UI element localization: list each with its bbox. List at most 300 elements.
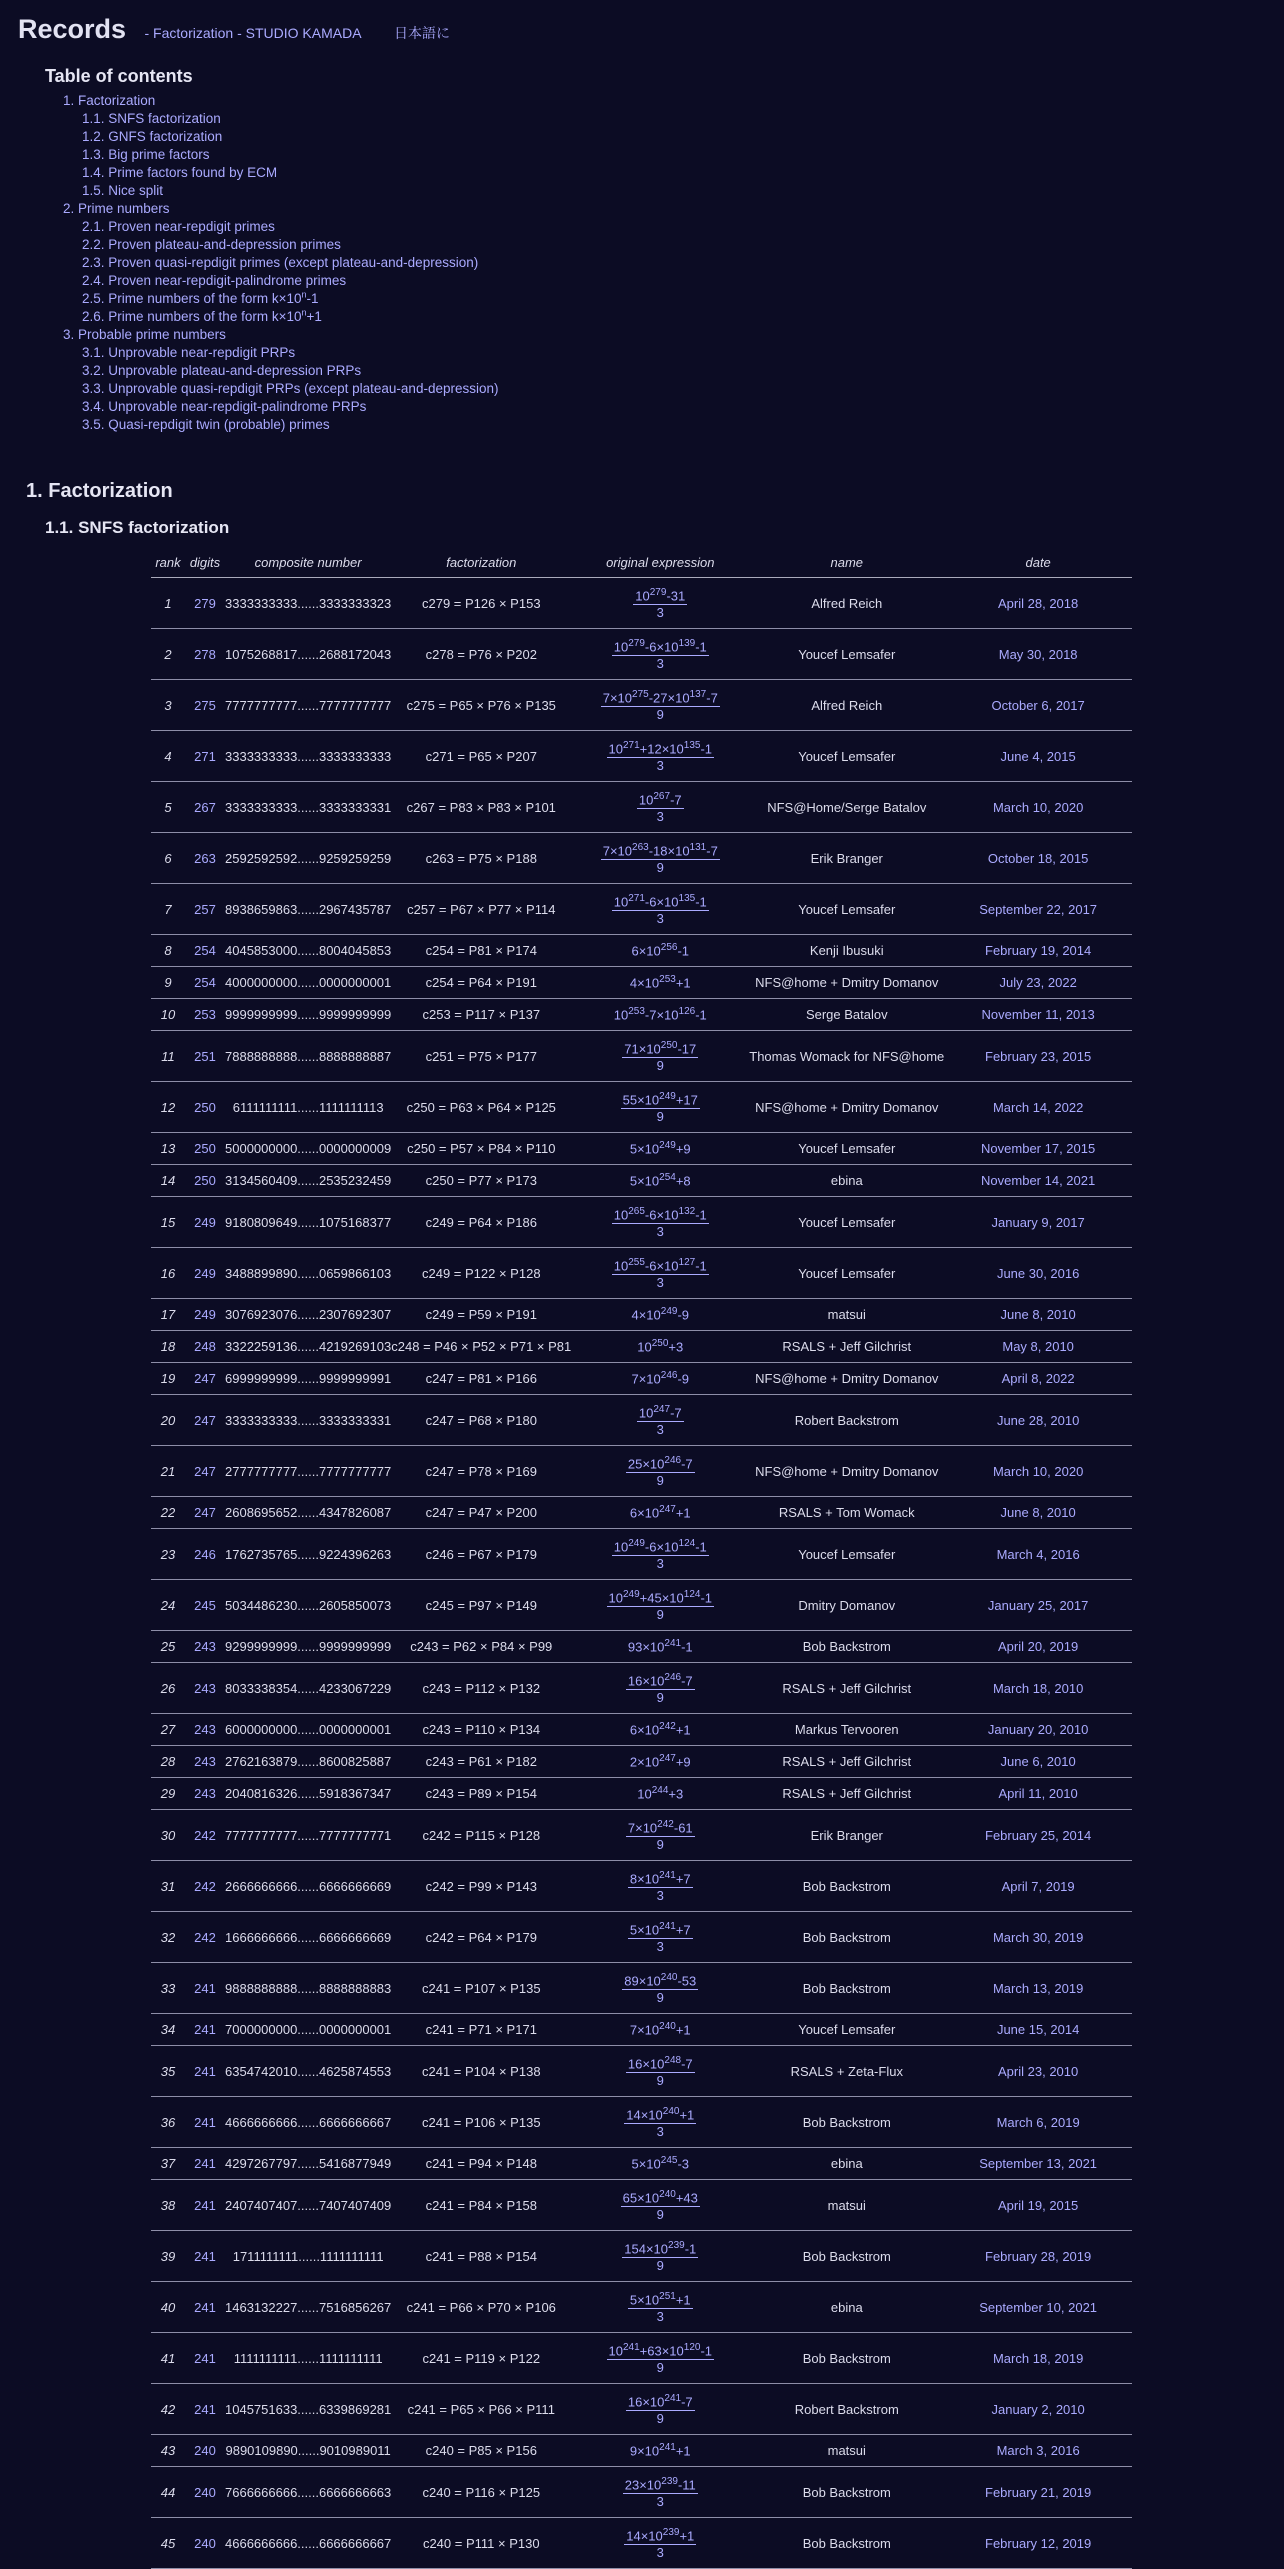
name-cell: RSALS + Jeff Gilchrist bbox=[749, 1331, 944, 1363]
name-cell: Bob Backstrom bbox=[749, 1861, 944, 1912]
rank-cell: 37 bbox=[151, 2148, 185, 2180]
original-expression-cell: $10^{244}+3$ bbox=[571, 1778, 749, 1810]
toc-link[interactable]: 2.3. Proven quasi-repdigit primes (except plateau-and-depression) bbox=[82, 255, 479, 270]
factorization-cell: c250 = P57 × P84 × P110 bbox=[391, 1133, 571, 1165]
table-row bbox=[151, 1810, 1132, 1861]
factorization-cell: c242 = P115 × P128 bbox=[391, 1810, 571, 1861]
composite-cell: 7888888888......8888888887 bbox=[225, 1031, 391, 1082]
original-expression-cell bbox=[571, 1810, 749, 1861]
rank-cell: 11 bbox=[151, 1031, 185, 1082]
composite-cell: 8938659863......2967435787 bbox=[225, 884, 391, 935]
digits-cell: 243 bbox=[185, 1714, 225, 1746]
name-cell: Youcef Lemsafer bbox=[749, 2014, 944, 2046]
toc-item bbox=[45, 362, 498, 380]
toc-item bbox=[45, 182, 498, 200]
composite-cell: 2592592592......9259259259 bbox=[225, 833, 391, 884]
factorization-cell: c279 = P126 × P153 bbox=[391, 578, 571, 629]
name-cell: Erik Branger bbox=[749, 833, 944, 884]
date-cell: March 6, 2019 bbox=[944, 2097, 1132, 2148]
fraction: $\frac{10^{249}-6\times 10^{124}-1}{3}$ bbox=[613, 1537, 707, 1572]
name-cell: NFS@home + Dmitry Domanov bbox=[749, 1446, 944, 1497]
composite-cell: 9180809649......1075168377 bbox=[225, 1197, 391, 1248]
page-header bbox=[18, 14, 450, 46]
table-row bbox=[151, 967, 1132, 999]
factorization-cell: c247 = P68 × P180 bbox=[391, 1395, 571, 1446]
composite-cell: 4000000000......0000000001 bbox=[225, 967, 391, 999]
digits-cell: 254 bbox=[185, 967, 225, 999]
composite-cell: 3076923076......2307692307 bbox=[225, 1299, 391, 1331]
original-expression-cell bbox=[571, 2384, 749, 2435]
digits-cell: 240 bbox=[185, 2467, 225, 2518]
date-cell: June 4, 2015 bbox=[944, 731, 1132, 782]
name-cell: matsui bbox=[749, 2435, 944, 2467]
fraction: $\frac{10^{249}+45\times 10^{124}-1}{9}$ bbox=[608, 1588, 713, 1623]
factorization-cell: c241 = P84 × P158 bbox=[391, 2180, 571, 2231]
toc-link[interactable]: 3.1. Unprovable near-repdigit PRPs bbox=[82, 345, 296, 360]
name-cell: matsui bbox=[749, 1299, 944, 1331]
digits-cell: 267 bbox=[185, 782, 225, 833]
table-row bbox=[151, 1497, 1132, 1529]
digits-cell: 249 bbox=[185, 1197, 225, 1248]
original-expression-cell bbox=[571, 2282, 749, 2333]
factorization-cell: c240 = P111 × P130 bbox=[391, 2518, 571, 2569]
rank-cell: 31 bbox=[151, 1861, 185, 1912]
composite-cell: 2777777777......7777777777 bbox=[225, 1446, 391, 1497]
records-table bbox=[151, 547, 1132, 2569]
original-expression-cell bbox=[571, 833, 749, 884]
toc-item bbox=[45, 308, 498, 326]
composite-cell: 2762163879......8600825887 bbox=[225, 1746, 391, 1778]
rank-cell: 23 bbox=[151, 1529, 185, 1580]
factorization-cell: c271 = P65 × P207 bbox=[391, 731, 571, 782]
original-expression-cell: $5\times 10^{254}+8$ bbox=[571, 1165, 749, 1197]
fraction: $\frac{10^{241}+63\times 10^{120}-1}{9}$ bbox=[608, 2341, 713, 2376]
rank-cell: 21 bbox=[151, 1446, 185, 1497]
original-expression-cell: $6\times 10^{256}-1$ bbox=[571, 935, 749, 967]
name-cell: ebina bbox=[749, 2148, 944, 2180]
name-cell: Youcef Lemsafer bbox=[749, 1248, 944, 1299]
date-cell: November 17, 2015 bbox=[944, 1133, 1132, 1165]
digits-cell: 241 bbox=[185, 2046, 225, 2097]
factorization-cell: c241 = P65 × P66 × P111 bbox=[391, 2384, 571, 2435]
factorization-cell: c240 = P85 × P156 bbox=[391, 2435, 571, 2467]
toc-link[interactable]: 3.5. Quasi-repdigit twin (probable) primes bbox=[82, 417, 330, 432]
factorization-cell: c243 = P112 × P132 bbox=[391, 1663, 571, 1714]
composite-cell: 3333333333......3333333331 bbox=[225, 782, 391, 833]
table-row bbox=[151, 884, 1132, 935]
factorization-cell: c240 = P116 × P125 bbox=[391, 2467, 571, 2518]
composite-cell: 3488899890......0659866103 bbox=[225, 1248, 391, 1299]
toc-link[interactable]: 1.2. GNFS factorization bbox=[82, 129, 223, 144]
rank-cell: 33 bbox=[151, 1963, 185, 2014]
factorization-cell: c241 = P88 × P154 bbox=[391, 2231, 571, 2282]
name-cell: Robert Backstrom bbox=[749, 1395, 944, 1446]
composite-cell: 6354742010......4625874553 bbox=[225, 2046, 391, 2097]
toc-link[interactable]: 2. Prime numbers bbox=[63, 201, 170, 216]
rank-cell: 20 bbox=[151, 1395, 185, 1446]
toc-item bbox=[45, 272, 498, 290]
col-name: name bbox=[749, 547, 944, 578]
col-date: date bbox=[944, 547, 1132, 578]
toc-item bbox=[45, 254, 498, 272]
composite-cell: 2040816326......5918367347 bbox=[225, 1778, 391, 1810]
factorization-cell: c278 = P76 × P202 bbox=[391, 629, 571, 680]
digits-cell: 247 bbox=[185, 1395, 225, 1446]
date-cell: March 18, 2019 bbox=[944, 2333, 1132, 2384]
factorization-cell: c251 = P75 × P177 bbox=[391, 1031, 571, 1082]
name-cell: NFS@Home/Serge Batalov bbox=[749, 782, 944, 833]
digits-cell: 249 bbox=[185, 1299, 225, 1331]
name-cell: ebina bbox=[749, 1165, 944, 1197]
table-row bbox=[151, 2435, 1132, 2467]
col-original-expression: original expression bbox=[571, 547, 749, 578]
original-expression-cell: $5\times 10^{249}+9$ bbox=[571, 1133, 749, 1165]
table-row bbox=[151, 2097, 1132, 2148]
fraction: $\frac{10^{247}-7}{3}$ bbox=[638, 1403, 682, 1438]
fraction: $\frac{16\times 10^{246}-7}{9}$ bbox=[627, 1671, 693, 1706]
digits-cell: 251 bbox=[185, 1031, 225, 1082]
name-cell: Bob Backstrom bbox=[749, 2467, 944, 2518]
factorization-cell: c275 = P65 × P76 × P135 bbox=[391, 680, 571, 731]
toc-link[interactable]: 1.1. SNFS factorization bbox=[82, 111, 221, 126]
date-cell: March 10, 2020 bbox=[944, 782, 1132, 833]
table-row bbox=[151, 1912, 1132, 1963]
table-row bbox=[151, 1529, 1132, 1580]
factorization-cell: c246 = P67 × P179 bbox=[391, 1529, 571, 1580]
table-row bbox=[151, 2282, 1132, 2333]
name-cell: Serge Batalov bbox=[749, 999, 944, 1031]
col-factorization: factorization bbox=[391, 547, 571, 578]
table-row bbox=[151, 1248, 1132, 1299]
rank-cell: 12 bbox=[151, 1082, 185, 1133]
table-row bbox=[151, 1165, 1132, 1197]
toc-link[interactable]: 1.5. Nice split bbox=[82, 183, 164, 198]
fraction: $\frac{16\times 10^{248}-7}{9}$ bbox=[627, 2054, 693, 2089]
rank-cell: 38 bbox=[151, 2180, 185, 2231]
rank-cell: 4 bbox=[151, 731, 185, 782]
table-row bbox=[151, 2148, 1132, 2180]
digits-cell: 241 bbox=[185, 2148, 225, 2180]
table-row bbox=[151, 1963, 1132, 2014]
factorization-cell: c253 = P117 × P137 bbox=[391, 999, 571, 1031]
rank-cell: 3 bbox=[151, 680, 185, 731]
date-cell: November 11, 2013 bbox=[944, 999, 1132, 1031]
name-cell: RSALS + Jeff Gilchrist bbox=[749, 1746, 944, 1778]
table-row bbox=[151, 1031, 1132, 1082]
original-expression-cell: $10^{253}-7\times 10^{126}-1$ bbox=[571, 999, 749, 1031]
original-expression-cell bbox=[571, 680, 749, 731]
original-expression-cell bbox=[571, 1248, 749, 1299]
toc-link[interactable]: 2.2. Proven plateau-and-depression primes bbox=[82, 237, 341, 252]
rank-cell: 17 bbox=[151, 1299, 185, 1331]
table-row bbox=[151, 833, 1132, 884]
date-cell: February 25, 2014 bbox=[944, 1810, 1132, 1861]
rank-cell: 32 bbox=[151, 1912, 185, 1963]
date-cell: September 13, 2021 bbox=[944, 2148, 1132, 2180]
composite-cell: 4045853000......8004045853 bbox=[225, 935, 391, 967]
fraction: $\frac{71\times 10^{250}-17}{9}$ bbox=[624, 1039, 697, 1074]
rank-cell: 15 bbox=[151, 1197, 185, 1248]
original-expression-cell bbox=[571, 629, 749, 680]
name-cell: Alfred Reich bbox=[749, 680, 944, 731]
table-row bbox=[151, 2518, 1132, 2569]
table-row bbox=[151, 680, 1132, 731]
toc-link[interactable]: 1.4. Prime factors found by ECM bbox=[82, 165, 278, 180]
digits-cell: 253 bbox=[185, 999, 225, 1031]
rank-cell: 25 bbox=[151, 1631, 185, 1663]
date-cell: October 6, 2017 bbox=[944, 680, 1132, 731]
table-row bbox=[151, 999, 1132, 1031]
factorization-cell: c248 = P46 × P52 × P71 × P81 bbox=[391, 1331, 571, 1363]
fraction: $\frac{10^{267}-7}{3}$ bbox=[638, 790, 682, 825]
rank-cell: 42 bbox=[151, 2384, 185, 2435]
fraction: $\frac{14\times 10^{240}+1}{3}$ bbox=[626, 2105, 695, 2140]
digits-cell: 279 bbox=[185, 578, 225, 629]
rank-cell: 18 bbox=[151, 1331, 185, 1363]
fraction: $\frac{7\times 10^{263}-18\times 10^{131}-7}{9}$ bbox=[602, 841, 718, 876]
toc-link[interactable]: 3. Probable prime numbers bbox=[63, 327, 226, 342]
table-header-row bbox=[151, 547, 1132, 578]
factorization-cell: c249 = P122 × P128 bbox=[391, 1248, 571, 1299]
table-row bbox=[151, 1714, 1132, 1746]
digits-cell: 241 bbox=[185, 2384, 225, 2435]
digits-cell: 242 bbox=[185, 1861, 225, 1912]
factorization-cell: c247 = P47 × P200 bbox=[391, 1497, 571, 1529]
date-cell: February 28, 2019 bbox=[944, 2231, 1132, 2282]
digits-cell: 243 bbox=[185, 1663, 225, 1714]
name-cell: Bob Backstrom bbox=[749, 2231, 944, 2282]
original-expression-cell: $6\times 10^{247}+1$ bbox=[571, 1497, 749, 1529]
composite-cell: 1762735765......9224396263 bbox=[225, 1529, 391, 1580]
date-cell: January 20, 2010 bbox=[944, 1714, 1132, 1746]
table-row bbox=[151, 935, 1132, 967]
original-expression-cell bbox=[571, 1197, 749, 1248]
toc-item bbox=[45, 236, 498, 254]
fraction: $\frac{55\times 10^{249}+17}{9}$ bbox=[622, 1090, 698, 1125]
name-cell: Youcef Lemsafer bbox=[749, 884, 944, 935]
factorization-cell: c241 = P71 × P171 bbox=[391, 2014, 571, 2046]
table-row bbox=[151, 578, 1132, 629]
digits-cell: 241 bbox=[185, 2097, 225, 2148]
rank-cell: 19 bbox=[151, 1363, 185, 1395]
original-expression-cell bbox=[571, 1082, 749, 1133]
language-switch-link[interactable]: 日本語に bbox=[394, 25, 450, 41]
date-cell: June 30, 2016 bbox=[944, 1248, 1132, 1299]
toc-link[interactable]: 2.5. Prime numbers of the form k×10$^n$-1 bbox=[82, 289, 319, 306]
composite-cell: 1075268817......2688172043 bbox=[225, 629, 391, 680]
table-row bbox=[151, 782, 1132, 833]
toc-link[interactable]: 3.3. Unprovable quasi-repdigit PRPs (except plateau-and-depression) bbox=[82, 381, 499, 396]
toc-link[interactable]: 3.4. Unprovable near-repdigit-palindrome PRPs bbox=[82, 399, 367, 414]
name-cell: ebina bbox=[749, 2282, 944, 2333]
name-cell: Youcef Lemsafer bbox=[749, 629, 944, 680]
date-cell: May 8, 2010 bbox=[944, 1331, 1132, 1363]
digits-cell: 249 bbox=[185, 1248, 225, 1299]
digits-cell: 241 bbox=[185, 2231, 225, 2282]
toc-link[interactable]: 1.3. Big prime factors bbox=[82, 147, 210, 162]
original-expression-cell bbox=[571, 1663, 749, 1714]
toc-item bbox=[45, 146, 498, 164]
date-cell: May 30, 2018 bbox=[944, 629, 1132, 680]
fraction: $\frac{16\times 10^{241}-7}{9}$ bbox=[627, 2392, 693, 2427]
rank-cell: 24 bbox=[151, 1580, 185, 1631]
composite-cell: 4297267797......5416877949 bbox=[225, 2148, 391, 2180]
factorization-cell: c241 = P119 × P122 bbox=[391, 2333, 571, 2384]
digits-cell: 241 bbox=[185, 2014, 225, 2046]
fraction: $\frac{14\times 10^{239}+1}{3}$ bbox=[626, 2526, 695, 2561]
subsection-heading: 1.1. SNFS factorization bbox=[45, 518, 230, 537]
rank-cell: 28 bbox=[151, 1746, 185, 1778]
name-cell: Bob Backstrom bbox=[749, 1631, 944, 1663]
toc-item bbox=[45, 128, 498, 146]
original-expression-cell: $2\times 10^{247}+9$ bbox=[571, 1746, 749, 1778]
factorization-cell: c250 = P63 × P64 × P125 bbox=[391, 1082, 571, 1133]
original-expression-cell bbox=[571, 782, 749, 833]
factorization-cell: c247 = P81 × P166 bbox=[391, 1363, 571, 1395]
name-cell: Alfred Reich bbox=[749, 578, 944, 629]
table-row bbox=[151, 1082, 1132, 1133]
date-cell: April 19, 2015 bbox=[944, 2180, 1132, 2231]
name-cell: RSALS + Tom Womack bbox=[749, 1497, 944, 1529]
factorization-cell: c250 = P77 × P173 bbox=[391, 1165, 571, 1197]
rank-cell: 43 bbox=[151, 2435, 185, 2467]
toc-item bbox=[45, 218, 498, 236]
original-expression-cell bbox=[571, 2231, 749, 2282]
toc-link[interactable]: 1. Factorization bbox=[63, 93, 156, 108]
composite-cell: 6111111111......1111111113 bbox=[225, 1082, 391, 1133]
factorization-cell: c243 = P61 × P182 bbox=[391, 1746, 571, 1778]
composite-cell: 1111111111......1111111111 bbox=[225, 2333, 391, 2384]
table-row bbox=[151, 1746, 1132, 1778]
original-expression-cell bbox=[571, 1912, 749, 1963]
toc-link[interactable]: 2.6. Prime numbers of the form k×10$^n$+1 bbox=[82, 307, 322, 324]
factorization-cell: c257 = P67 × P77 × P114 bbox=[391, 884, 571, 935]
fraction: $\frac{10^{271}+12\times 10^{135}-1}{3}$ bbox=[608, 739, 713, 774]
composite-cell: 1666666666......6666666669 bbox=[225, 1912, 391, 1963]
toc-link[interactable]: 2.1. Proven near-repdigit primes bbox=[82, 219, 275, 234]
composite-cell: 6999999999......9999999991 bbox=[225, 1363, 391, 1395]
original-expression-cell bbox=[571, 1031, 749, 1082]
name-cell: matsui bbox=[749, 2180, 944, 2231]
digits-cell: 243 bbox=[185, 1778, 225, 1810]
digits-cell: 271 bbox=[185, 731, 225, 782]
date-cell: June 6, 2010 bbox=[944, 1746, 1132, 1778]
original-expression-cell: $6\times 10^{242}+1$ bbox=[571, 1714, 749, 1746]
digits-cell: 263 bbox=[185, 833, 225, 884]
fraction: $\frac{23\times 10^{239}-11}{3}$ bbox=[624, 2475, 696, 2510]
table-row bbox=[151, 2384, 1132, 2435]
table-row bbox=[151, 2333, 1132, 2384]
factorization-cell: c254 = P64 × P191 bbox=[391, 967, 571, 999]
date-cell: January 9, 2017 bbox=[944, 1197, 1132, 1248]
composite-cell: 6000000000......0000000001 bbox=[225, 1714, 391, 1746]
factorization-cell: c242 = P99 × P143 bbox=[391, 1861, 571, 1912]
name-cell: Kenji Ibusuki bbox=[749, 935, 944, 967]
date-cell: February 12, 2019 bbox=[944, 2518, 1132, 2569]
composite-cell: 3134560409......2535232459 bbox=[225, 1165, 391, 1197]
date-cell: March 14, 2022 bbox=[944, 1082, 1132, 1133]
rank-cell: 29 bbox=[151, 1778, 185, 1810]
rank-cell: 5 bbox=[151, 782, 185, 833]
breadcrumb-link[interactable]: - Factorization - STUDIO KAMADA bbox=[144, 25, 362, 41]
section-heading: 1. Factorization bbox=[26, 480, 173, 502]
original-expression-cell bbox=[571, 2467, 749, 2518]
date-cell: November 14, 2021 bbox=[944, 1165, 1132, 1197]
rank-cell: 39 bbox=[151, 2231, 185, 2282]
digits-cell: 242 bbox=[185, 1912, 225, 1963]
rank-cell: 14 bbox=[151, 1165, 185, 1197]
original-expression-cell: $93\times 10^{241}-1$ bbox=[571, 1631, 749, 1663]
rank-cell: 30 bbox=[151, 1810, 185, 1861]
rank-cell: 41 bbox=[151, 2333, 185, 2384]
rank-cell: 35 bbox=[151, 2046, 185, 2097]
factorization-cell: c249 = P64 × P186 bbox=[391, 1197, 571, 1248]
factorization-cell: c243 = P62 × P84 × P99 bbox=[391, 1631, 571, 1663]
factorization-cell: c267 = P83 × P83 × P101 bbox=[391, 782, 571, 833]
date-cell: June 15, 2014 bbox=[944, 2014, 1132, 2046]
rank-cell: 16 bbox=[151, 1248, 185, 1299]
rank-cell: 7 bbox=[151, 884, 185, 935]
rank-cell: 10 bbox=[151, 999, 185, 1031]
toc-link[interactable]: 2.4. Proven near-repdigit-palindrome primes bbox=[82, 273, 347, 288]
table-row bbox=[151, 1197, 1132, 1248]
date-cell: April 20, 2019 bbox=[944, 1631, 1132, 1663]
digits-cell: 250 bbox=[185, 1165, 225, 1197]
composite-cell: 9890109890......9010989011 bbox=[225, 2435, 391, 2467]
composite-cell: 1711111111......1111111111 bbox=[225, 2231, 391, 2282]
digits-cell: 257 bbox=[185, 884, 225, 935]
rank-cell: 8 bbox=[151, 935, 185, 967]
digits-cell: 241 bbox=[185, 2333, 225, 2384]
name-cell: Youcef Lemsafer bbox=[749, 1133, 944, 1165]
original-expression-cell: $7\times 10^{246}-9$ bbox=[571, 1363, 749, 1395]
date-cell: January 2, 2010 bbox=[944, 2384, 1132, 2435]
digits-cell: 243 bbox=[185, 1631, 225, 1663]
digits-cell: 242 bbox=[185, 1810, 225, 1861]
date-cell: February 23, 2015 bbox=[944, 1031, 1132, 1082]
table-row bbox=[151, 1778, 1132, 1810]
toc-link[interactable]: 3.2. Unprovable plateau-and-depression PRPs bbox=[82, 363, 362, 378]
date-cell: March 3, 2016 bbox=[944, 2435, 1132, 2467]
date-cell: June 8, 2010 bbox=[944, 1497, 1132, 1529]
name-cell: Youcef Lemsafer bbox=[749, 731, 944, 782]
original-expression-cell: $7\times 10^{240}+1$ bbox=[571, 2014, 749, 2046]
rank-cell: 45 bbox=[151, 2518, 185, 2569]
factorization-cell: c241 = P106 × P135 bbox=[391, 2097, 571, 2148]
composite-cell: 8033338354......4233067229 bbox=[225, 1663, 391, 1714]
original-expression-cell bbox=[571, 2097, 749, 2148]
date-cell: March 30, 2019 bbox=[944, 1912, 1132, 1963]
name-cell: Thomas Womack for NFS@home bbox=[749, 1031, 944, 1082]
digits-cell: 240 bbox=[185, 2518, 225, 2569]
rank-cell: 9 bbox=[151, 967, 185, 999]
date-cell: March 10, 2020 bbox=[944, 1446, 1132, 1497]
rank-cell: 22 bbox=[151, 1497, 185, 1529]
name-cell: Youcef Lemsafer bbox=[749, 1529, 944, 1580]
table-row bbox=[151, 629, 1132, 680]
date-cell: February 19, 2014 bbox=[944, 935, 1132, 967]
composite-cell: 5034486230......2605850073 bbox=[225, 1580, 391, 1631]
table-row bbox=[151, 2180, 1132, 2231]
page-title: Records bbox=[18, 14, 127, 44]
toc-item bbox=[45, 290, 498, 308]
rank-cell: 34 bbox=[151, 2014, 185, 2046]
original-expression-cell bbox=[571, 2046, 749, 2097]
name-cell: Youcef Lemsafer bbox=[749, 1197, 944, 1248]
table-row bbox=[151, 1363, 1132, 1395]
composite-cell: 7777777777......7777777777 bbox=[225, 680, 391, 731]
col-rank: rank bbox=[151, 547, 185, 578]
